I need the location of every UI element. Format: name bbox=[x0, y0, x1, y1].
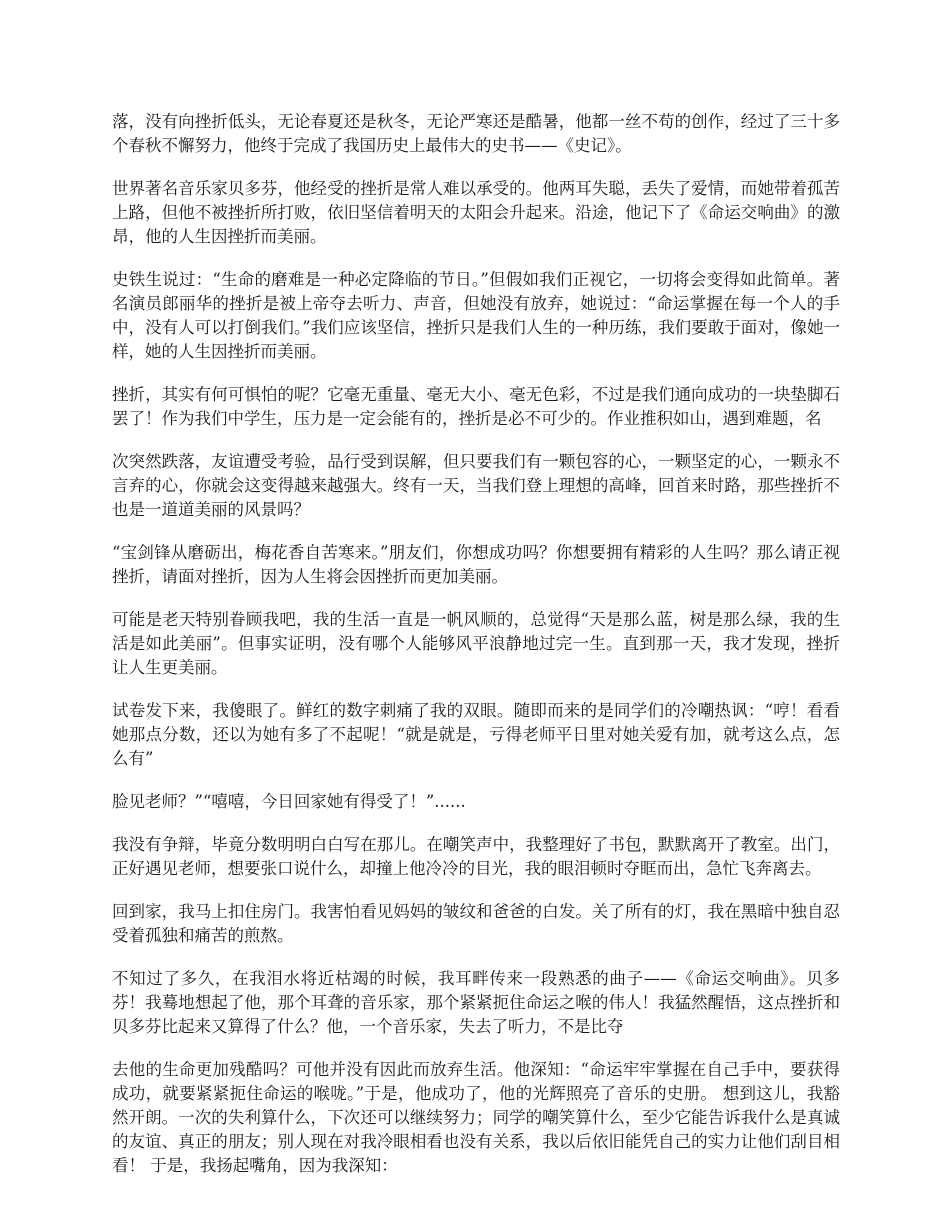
paragraph-7: 可能是老天特别眷顾我吧，我的生活一直是一帆风顺的，总觉得“天是那么蓝，树是那么绿，我的生活是如此美丽”。但事实证明，没有哪个人能够风平浪静地过完一生。直到那一天，我才发现，挫折让人生更美丽。 bbox=[112, 610, 840, 677]
document-body bbox=[112, 110, 840, 1197]
paragraph-6: “宝剑锋从磨砺出，梅花香自苦寒来。”朋友们，你想成功吗？你想要拥有精彩的人生吗？那么请正视挫折，请面对挫折，因为人生将会因挫折而更加美丽。 bbox=[112, 543, 840, 586]
paragraph-2: 世界著名音乐家贝多芬，他经受的挫折是常人难以承受的。他两耳失聪，丢失了爱情，而她带着孤苦上路，但他不被挫折所打败，依旧坚信着明天的太阳会升起来。沿途，他记下了《命运交响曲》的激昂，他的人生因挫折而美丽。 bbox=[112, 179, 840, 246]
paragraph-1: 落，没有向挫折低头，无论春夏还是秋冬，无论严寒还是酷暑，他都一丝不苟的创作，经过了三十多个春秋不懈努力，他终于完成了我国历史上最伟大的史书——《史记》。 bbox=[112, 112, 840, 155]
paragraph-9: 脸见老师？”“嘻嘻，今日回家她有得受了！”...... bbox=[112, 792, 466, 811]
paragraph-5: 次突然跌落，友谊遭受考验，品行受到误解，但只要我们有一颗包容的心，一颗坚定的心，一颗永不言弃的心，你就会这变得越来越强大。终有一天，当我们登上理想的高峰，回首来时路，那些挫折不也是一道道美丽的风景吗？ bbox=[112, 452, 840, 519]
paragraph-4: 挫折，其实有何可惧怕的呢？它毫无重量、毫无大小、毫无色彩，不过是我们通向成功的一块垫脚石罢了！作为我们中学生，压力是一定会能有的，挫折是必不可少的。作业推积如山，遇到难题，名 bbox=[112, 385, 840, 428]
paragraph-3: 史铁生说过：“生命的磨难是一种必定降临的节日。”但假如我们正视它，一切将会变得如此简单。著名演员郎丽华的挫折是被上帝夺去听力、声音，但她没有放弃，她说过：“命运掌握在每一个人的手中，没有人可以打倒我们。”我们应该坚信，挫折只是我们人生的一种历练，我们要敢于面对，像她一样，她的人生因挫折而美丽。 bbox=[112, 270, 840, 361]
paragraph-8: 试卷发下来，我傻眼了。鲜红的数字刺痛了我的双眼。随即而来的是同学们的冷嘲热讽：“哼！看看她那点分数，还以为她有多了不起呢！“就是就是，亏得老师平日里对她关爱有加，就考这么点，怎么有” bbox=[112, 701, 840, 768]
paragraph-12: 不知过了多久，在我泪水将近枯竭的时候，我耳畔传来一段熟悉的曲子——《命运交响曲》。贝多芬！我蓦地想起了他，那个耳聋的音乐家，那个紧紧扼住命运之喉的伟人！我猛然醒悟，这点挫折和贝多芬比起来又算得了什么？他，一个音乐家，失去了听力，不是比夺 bbox=[112, 969, 840, 1036]
paragraph-10: 我没有争辩，毕竟分数明明白白写在那儿。在嘲笑声中，我整理好了书包，默默离开了教室。出门，正好遇见老师，想要张口说什么，却撞上他冷冷的目光，我的眼泪顿时夺眶而出，急忙飞奔离去。 bbox=[112, 835, 840, 878]
paragraph-11: 回到家，我马上扣住房门。我害怕看见妈妈的皱纹和爸爸的白发。关了所有的灯，我在黑暗中独自忍受着孤独和痛苦的煎熬。 bbox=[112, 902, 840, 945]
paragraph-13: 去他的生命更加残酷吗？可他并没有因此而放弃生活。他深知：“命运牢牢掌握在自己手中，要获得成功，就要紧紧扼住命运的喉咙。”于是，他成功了，他的光辉照亮了音乐的史册。 想到这儿，我豁然开朗。一次的失利算什么，下次还可以继续努力；同学的嘲笑算什么，至少它能告诉我什么是真诚的友谊、真正的朋友；别人现在对我冷眼相看也没有关系，我以后依旧能凭自己的实力让他们刮目相看！ 于是，我扬起嘴角，因为我深知： bbox=[112, 1060, 840, 1175]
